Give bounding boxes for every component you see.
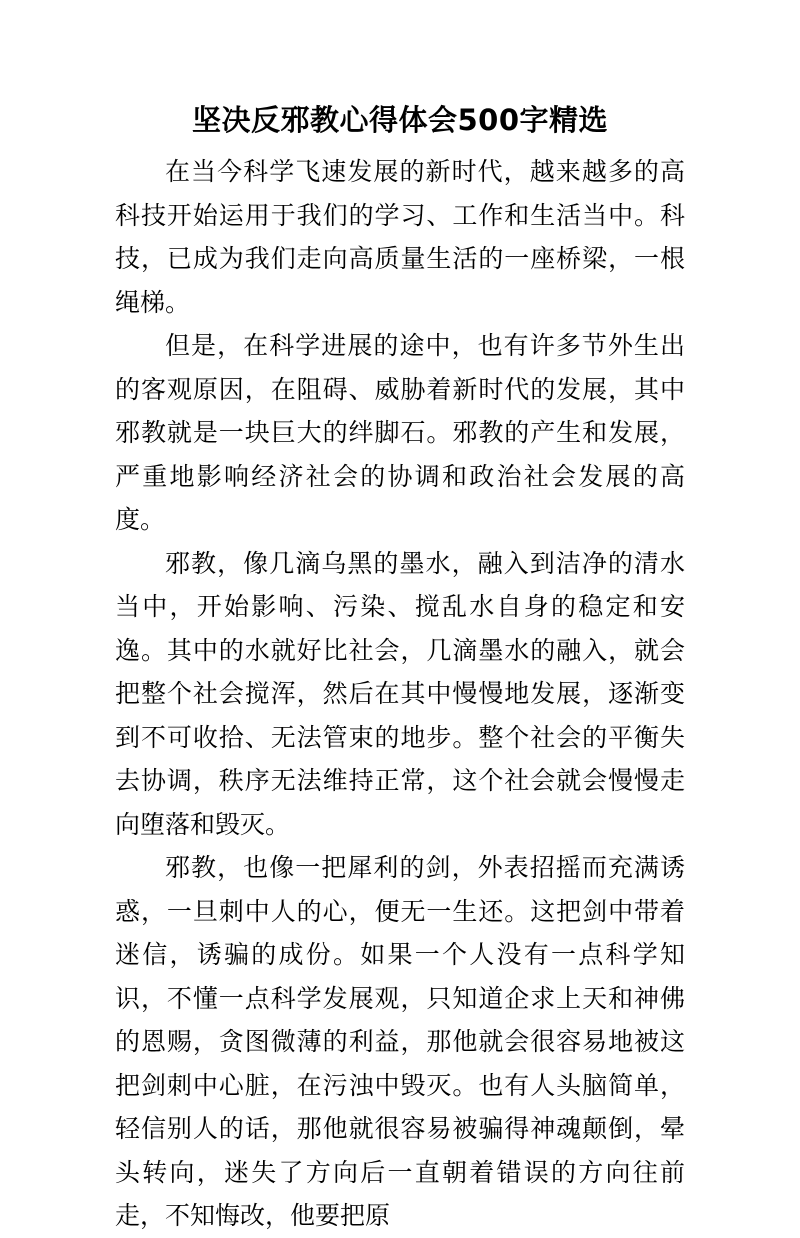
paragraph-4: 邪教，也像一把犀利的剑，外表招摇而充满诱惑，一旦刺中人的心，便无一生还。这把剑中带着迷信，诱骗的成份。如果一个人没有一点科学知识，不懂一点科学发展观，只知道企求上天和神佛的恩赐，贪图微薄的利益，那他就会很容易地被这把剑刺中心脏，在污浊中毁灭。也有人头脑简单，轻信别人的话，那他就很容易被骗得神魂颠倒，晕头转向，迷失了方向后一直朝着错误的方向往前走，不知悔改，他要把原 [115, 853, 685, 1230]
paragraph-3: 邪教，像几滴乌黑的墨水，融入到洁净的清水当中，开始影响、污染、搅乱水自身的稳定和安逸。其中的水就好比社会，几滴墨水的融入，就会把整个社会搅浑，然后在其中慢慢地发展，逐渐变到不可收拾、无法管束的地步。整个社会的平衡失去协调，秩序无法维持正常，这个社会就会慢慢走向堕落和毁灭。 [115, 548, 685, 839]
document-body [115, 150, 685, 1238]
paragraph-1: 在当今科学飞速发展的新时代，越来越多的高科技开始运用于我们的学习、工作和生活当中。科技，已成为我们走向高质量生活的一座桥梁，一根绳梯。 [115, 157, 685, 317]
paragraph-2: 但是，在科学进展的途中，也有许多节外生出的客观原因，在阻碍、威胁着新时代的发展，其中邪教就是一块巨大的绊脚石。邪教的产生和发展，严重地影响经济社会的协调和政治社会发展的高度。 [115, 331, 685, 534]
document-title: 坚决反邪教心得体会500字精选 [191, 103, 609, 137]
